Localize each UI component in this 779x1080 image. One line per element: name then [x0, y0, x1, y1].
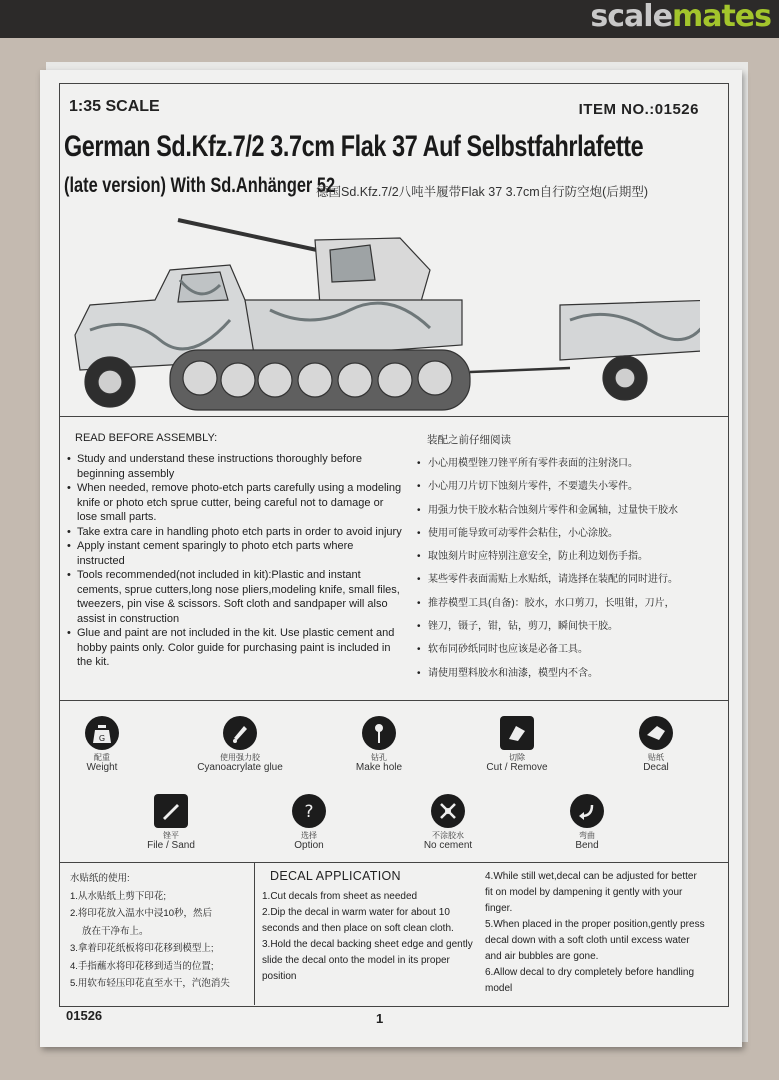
no-cement-icon: [431, 794, 465, 828]
decal-steps-left: 1.Cut decals from sheet as needed 2.Dip the decal in warm water for about 10 seconds and then place on soft clean cloth. 3.Hold the decal backing sheet edge and gently slide the decal onto the model in its proper position: [262, 891, 473, 982]
list-item: • Take extra care in handling photo etch parts in order to avoid injury: [64, 525, 404, 540]
page-number: 1: [376, 1011, 384, 1026]
list-item: • 锉刀，镊子，钳，钻，剪刀，瞬间快干胶。: [416, 615, 716, 638]
divider: [59, 416, 729, 417]
list-item: • Glue and paint are not included in the kit. Use plastic cement and hobby paints only. Color guide for purchasing paint is included in the kit.: [64, 626, 404, 670]
list-item: • 请使用塑料胶水和油漆，模型内不含。: [416, 662, 716, 685]
halftrack-illustration: [70, 210, 700, 420]
decal-icon: [639, 716, 673, 750]
bend-icon: [570, 794, 604, 828]
symbol-glue: 使用强力胶 Cyanoacrylate glue: [185, 716, 295, 774]
symbol-file-sand: 锉平 File / Sand: [116, 794, 226, 852]
symbol-make-hole: 钻孔 Make hole: [324, 716, 434, 774]
symbol-weight: G 配重 Weight: [47, 716, 157, 774]
scale-label: 1:35 SCALE: [69, 98, 160, 115]
divider: [59, 862, 729, 863]
list-item: • 推荐模型工具(自备)：胶水，水口剪刀，长咀钳，刀片，: [416, 592, 716, 615]
read-before-title-chinese: 装配之前仔细阅读: [427, 434, 511, 446]
assembly-notes-list-chinese: [416, 452, 716, 685]
instruction-page: [40, 70, 742, 1047]
divider: [59, 700, 729, 701]
svg-text:?: ?: [304, 802, 314, 822]
question-icon: [292, 794, 326, 828]
list-item: • 小心用模型锉刀锉平所有零件表面的注射浇口。: [416, 452, 716, 475]
decal-instructions-chinese: 水贴纸的使用: 1.从水贴纸上剪下印花; 2.将印花放入温水中浸10秒，然后 放在干净布上。 3.拿着印花纸板将印花移到模型上; 4.手指蘸水将印花移到适当的位置; 5.用软布轻压印花直至水干，汽泡消失: [70, 873, 230, 989]
page-title-chinese: 德国Sd.Kfz.7/2八吨半履带Flak 37 3.7cm自行防空炮(后期型): [316, 185, 649, 199]
symbol-decal: 贴纸 Decal: [601, 716, 711, 774]
symbol-cut-remove: 切除 Cut / Remove: [462, 716, 572, 774]
symbol-bend: 弯曲 Bend: [532, 794, 642, 852]
list-item: • 用强力快干胶水粘合蚀刻片零件和金属轴，过量快干胶水: [416, 499, 716, 522]
list-item: • When needed, remove photo-etch parts carefully using a modeling knife or photo etch sprue cutter, being careful not to damage or lose small parts.: [64, 481, 404, 525]
divider: [254, 862, 255, 1005]
read-before-title: READ BEFORE ASSEMBLY:: [75, 432, 218, 444]
drill-icon: [362, 716, 396, 750]
list-item: • Tools recommended(not included in kit):Plastic and instant cements, sprue cutters,long nose pliers,modeling knife, small files, tweezers, pin vise & scissors. Soft cloth and sandpaper will also assist in construction: [64, 568, 404, 626]
page-subtitle: (late version) With Sd.Anhänger 52: [64, 174, 336, 197]
list-item: • 取蚀刻片时应特别注意安全，防止利边划伤手指。: [416, 545, 716, 568]
assembly-notes-list: [64, 452, 404, 670]
list-item: • 某些零件表面需贴上水贴纸，请选择在装配的同时进行。: [416, 568, 716, 591]
list-item: • Study and understand these instructions thoroughly before beginning assembly: [64, 452, 404, 481]
symbol-option: ? 选择 Option: [254, 794, 364, 852]
footer-item-number: 01526: [66, 1008, 103, 1023]
svg-text:G: G: [98, 734, 106, 743]
weight-icon: [85, 716, 119, 750]
cut-icon: [500, 716, 534, 750]
site-header-bar: [0, 0, 779, 38]
glue-drop-icon: [223, 716, 257, 750]
symbol-no-cement: 不涂胶水 No cement: [393, 794, 503, 852]
list-item: • 软布同砂纸同时也应该是必备工具。: [416, 638, 716, 661]
item-number: ITEM NO.:01526: [578, 101, 699, 118]
page-title: German Sd.Kfz.7/2 3.7cm Flak 37 Auf Selbstfahrlafette: [64, 130, 644, 163]
list-item: • 使用可能导致可动零件会粘住，小心涂胶。: [416, 522, 716, 545]
scalemates-logo[interactable]: scalemates: [590, 0, 771, 34]
list-item: • Apply instant cement sparingly to photo etch parts where instructed: [64, 539, 404, 568]
decal-application-title: DECAL APPLICATION: [270, 869, 401, 883]
decal-steps-right: 4.While still wet,decal can be adjusted for better fit on model by dampening it gently with your finger. 5.When placed in the proper position,gently press decal down with a soft cloth until excess water and air bubbles are gone. 6.Allow decal to dry completely before handling model: [485, 871, 705, 994]
list-item: • 小心用刀片切下蚀刻片零件，不要遗失小零件。: [416, 475, 716, 498]
file-icon: [154, 794, 188, 828]
